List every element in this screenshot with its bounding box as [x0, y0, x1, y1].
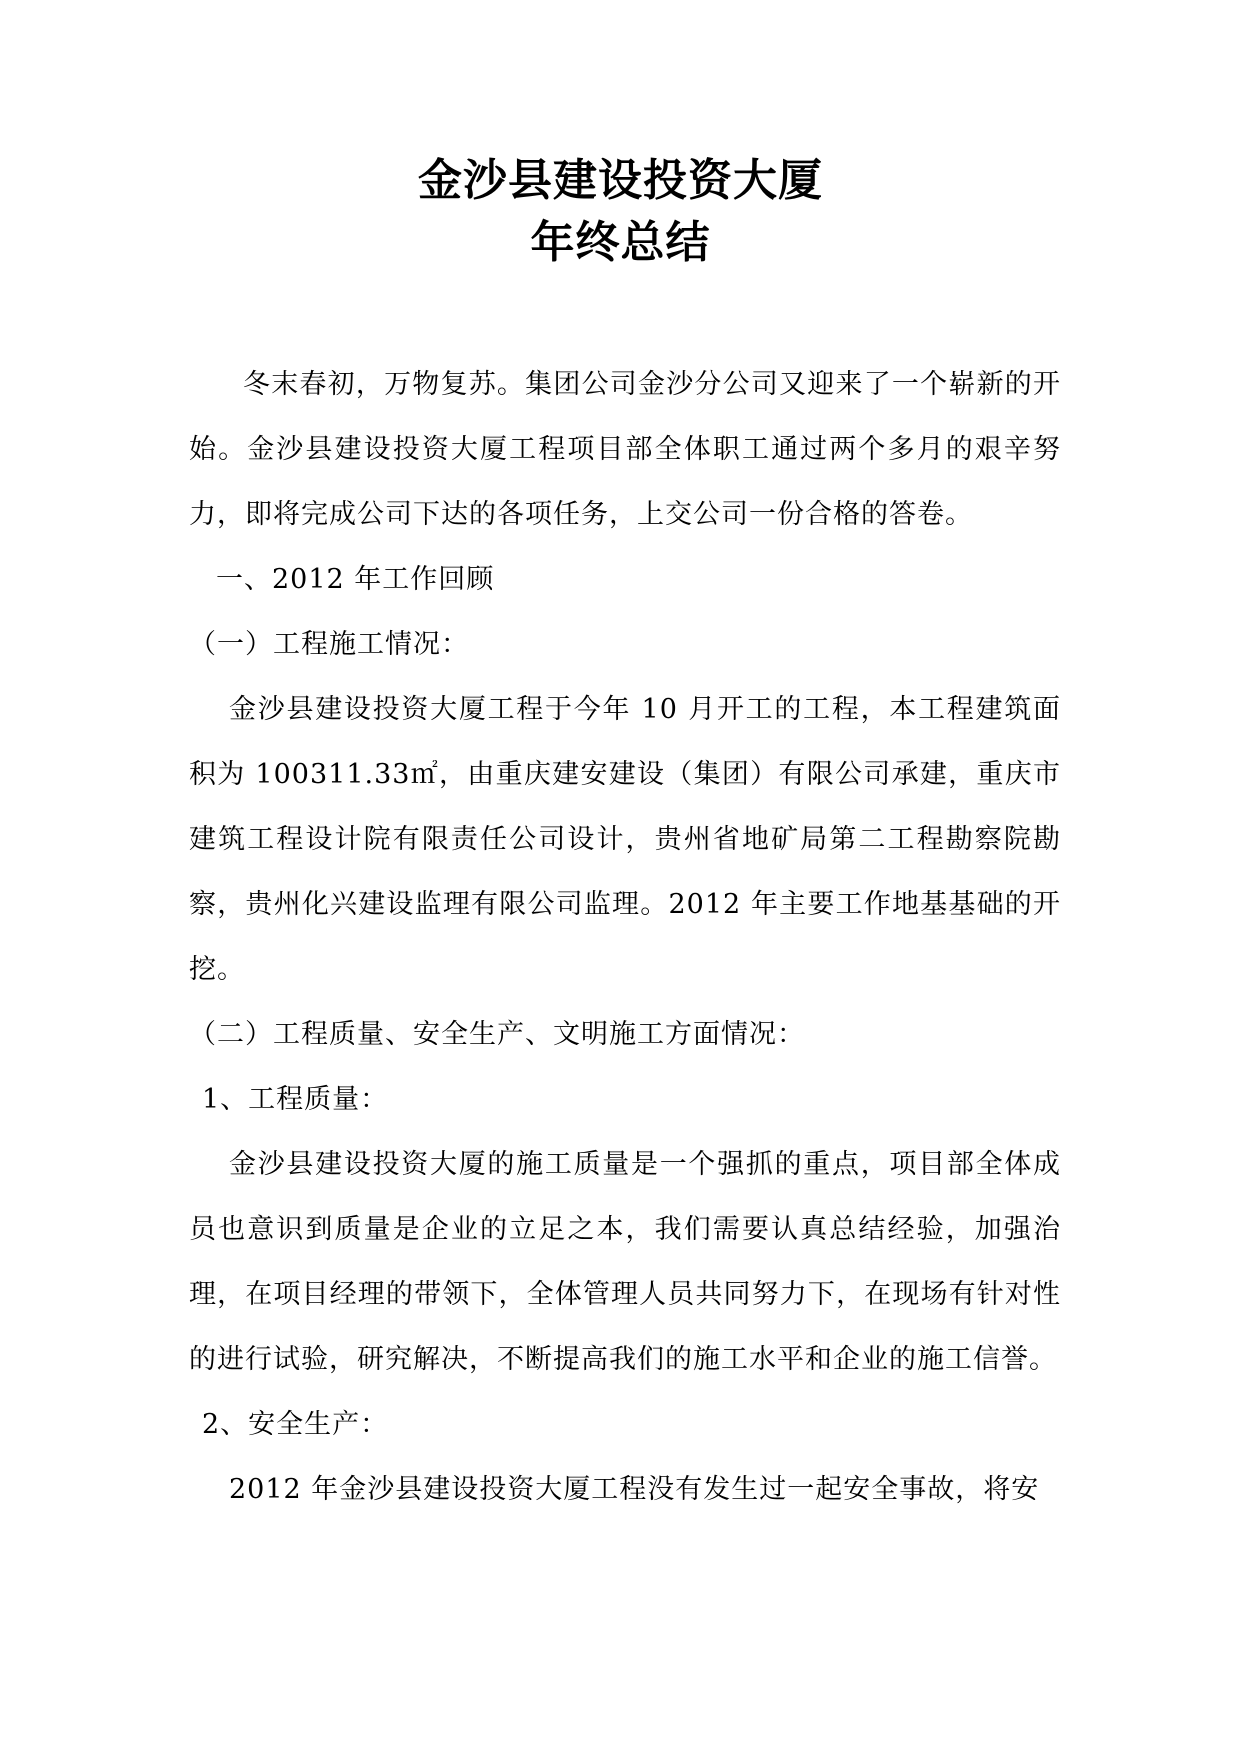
- document-body: [189, 352, 1061, 1522]
- section-heading-review: 一、2012 年工作回顾: [216, 564, 495, 595]
- construction-paragraph: 金沙县建设投资大厦工程于今年 10 月开工的工程，本工程建筑面积为 100311.33㎡，由重庆建安建设（集团）有限公司承建，重庆市建筑工程设计院有限责任公司设计，贵州省地矿局第二工程勘察院勘察，贵州化兴建设监理有限公司监理。2012 年主要工作地基基础的开挖。: [189, 694, 1061, 985]
- document-title: [0, 150, 1241, 274]
- subsection-heading-construction: （一）工程施工情况：: [189, 629, 469, 660]
- title-line-2: 年终总结: [530, 217, 711, 268]
- safety-paragraph: 2012 年金沙县建设投资大厦工程没有发生过一起安全事故，将安: [229, 1474, 1040, 1505]
- intro-paragraph: 冬末春初，万物复苏。集团公司金沙分公司又迎来了一个崭新的开始。金沙县建设投资大厦工程项目部全体职工通过两个多月的艰辛努力，即将完成公司下达的各项任务，上交公司一份合格的答卷。: [189, 369, 1061, 530]
- item-heading-quality: 1、工程质量：: [202, 1084, 389, 1115]
- subsection-heading-quality-safety: （二）工程质量、安全生产、文明施工方面情况：: [189, 1019, 805, 1050]
- title-line-1: 金沙县建设投资大厦: [418, 155, 823, 206]
- item-heading-safety: 2、安全生产：: [202, 1409, 389, 1440]
- quality-paragraph: 金沙县建设投资大厦的施工质量是一个强抓的重点，项目部全体成员也意识到质量是企业的立足之本，我们需要认真总结经验，加强治理，在项目经理的带领下，全体管理人员共同努力下，在现场有针对性的进行试验，研究解决，不断提高我们的施工水平和企业的施工信誉。: [189, 1149, 1061, 1375]
